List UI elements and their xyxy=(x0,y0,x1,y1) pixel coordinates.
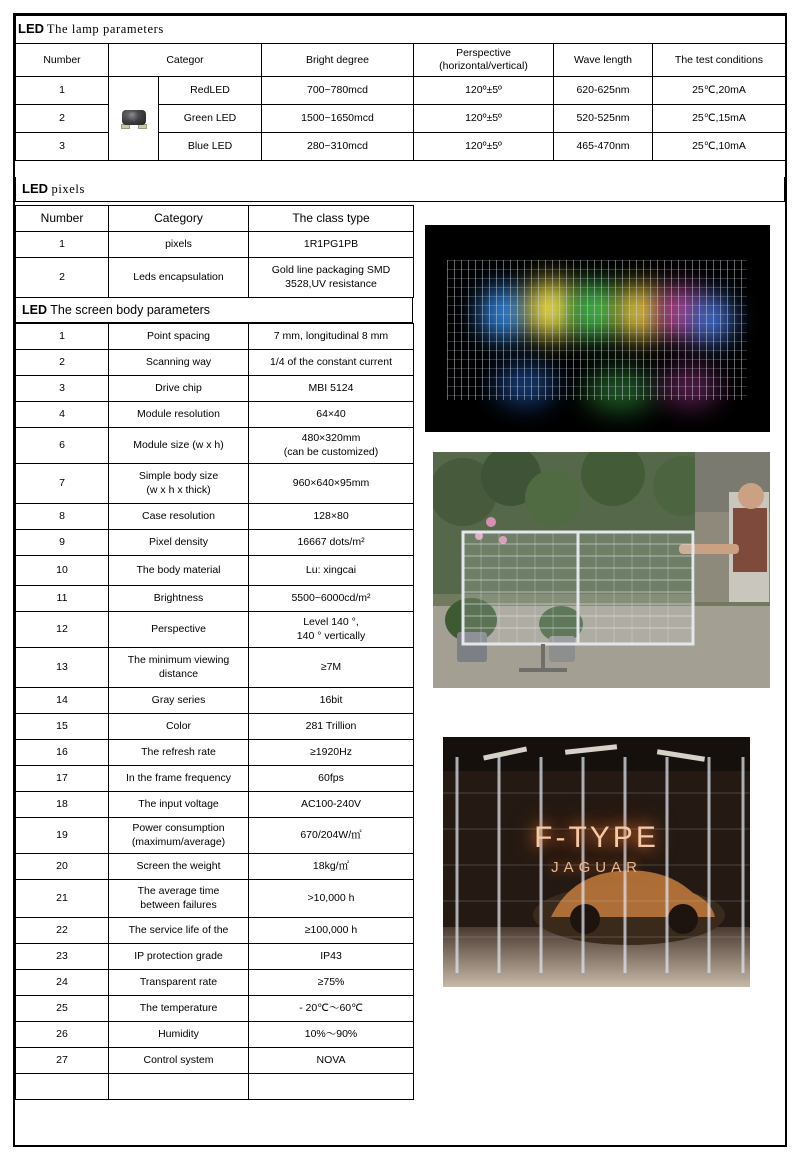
body-row-value: 960×640×95mm xyxy=(249,464,414,504)
lamp-row-category: RedLED xyxy=(159,77,262,105)
body-row-number: 1 xyxy=(16,324,109,350)
table-row xyxy=(16,880,414,918)
table-row xyxy=(16,918,414,944)
table-row xyxy=(16,818,414,854)
screen-section-prefix: LED xyxy=(22,303,47,317)
lamp-row-perspective: 120º±5º xyxy=(414,105,554,133)
lamp-section-prefix: LED xyxy=(18,21,44,37)
body-row-value: ≥75% xyxy=(249,970,414,996)
pixels-row-type-line1: Gold line packaging SMD xyxy=(271,264,391,277)
screen-section-title xyxy=(15,298,413,323)
body-row-number: 21 xyxy=(16,880,109,918)
table-row xyxy=(16,504,414,530)
body-row-value: 128×80 xyxy=(249,504,414,530)
table-row xyxy=(16,232,414,258)
header-number: Number xyxy=(16,44,109,77)
lamp-row-bright: 1500~1650mcd xyxy=(262,105,414,133)
body-row-number: 12 xyxy=(16,612,109,648)
body-row-name: The body material xyxy=(109,556,249,586)
body-row-value: 5500~6000cd/m² xyxy=(249,586,414,612)
body-row-name: Humidity xyxy=(109,1022,249,1048)
table-row xyxy=(16,612,414,648)
left-column xyxy=(15,205,413,1100)
body-row-name-line2: distance xyxy=(158,667,199,680)
header-perspective xyxy=(414,44,554,77)
body-row-name-line1: Simple body size xyxy=(138,470,219,483)
lamp-table-header xyxy=(16,44,786,77)
body-row-value: 16bit xyxy=(249,688,414,714)
pixels-section-header xyxy=(15,177,785,202)
table-row xyxy=(16,77,786,105)
panel-photo-illustration xyxy=(433,452,770,688)
body-row-name-line2: (maximum/average) xyxy=(131,835,226,848)
body-row-value: 60fps xyxy=(249,766,414,792)
body-row-name-line1: The average time xyxy=(137,885,220,898)
table-row xyxy=(16,714,414,740)
lamp-parameters-table xyxy=(15,15,786,161)
table-row xyxy=(16,1074,414,1100)
body-row-number: 6 xyxy=(16,428,109,464)
body-row-value: >10,000 h xyxy=(249,880,414,918)
lamp-row-perspective: 120º±5º xyxy=(414,77,554,105)
body-row-value: NOVA xyxy=(249,1048,414,1074)
body-row-name: The temperature xyxy=(109,996,249,1022)
lamp-row-wave: 520-525nm xyxy=(554,105,653,133)
body-row-name: In the frame frequency xyxy=(109,766,249,792)
pixels-row-category: Leds encapsulation xyxy=(109,258,249,298)
body-row-number: 24 xyxy=(16,970,109,996)
body-row-name: Module resolution xyxy=(109,402,249,428)
body-row-name: Scanning way xyxy=(109,350,249,376)
lamp-parameters-section xyxy=(15,15,785,161)
body-row-name: Transparent rate xyxy=(109,970,249,996)
lamp-section-label: The lamp parameters xyxy=(46,22,164,37)
header-test-conditions: The test conditions xyxy=(653,44,786,77)
body-row-name: Perspective xyxy=(109,612,249,648)
led-mesh-grid xyxy=(447,260,747,400)
lamp-row-category: Green LED xyxy=(159,105,262,133)
lamp-row-wave: 620-625nm xyxy=(554,77,653,105)
body-row-value: 7 mm, longitudinal 8 mm xyxy=(249,324,414,350)
body-row-value: ≥7M xyxy=(249,648,414,688)
lamp-row-bright: 280~310mcd xyxy=(262,133,414,161)
table-row xyxy=(16,766,414,792)
lamp-row-number: 2 xyxy=(16,105,109,133)
showroom-photo xyxy=(443,737,750,987)
led-display-photo xyxy=(425,225,770,432)
pixels-row-type: 1R1PG1PB xyxy=(249,232,414,258)
body-row-number: 23 xyxy=(16,944,109,970)
screen-section-label: The screen body parameters xyxy=(50,303,211,317)
body-row-number: 15 xyxy=(16,714,109,740)
table-row xyxy=(16,970,414,996)
body-row-number: 26 xyxy=(16,1022,109,1048)
lamp-row-number: 1 xyxy=(16,77,109,105)
body-row-value: 1/4 of the constant current xyxy=(249,350,414,376)
lamp-row-test: 25℃,10mA xyxy=(653,133,786,161)
body-row-name: Control system xyxy=(109,1048,249,1074)
lamp-row-category: Blue LED xyxy=(159,133,262,161)
body-row-value xyxy=(249,1074,414,1100)
screen-body-parameters-table xyxy=(15,323,414,1100)
table-row xyxy=(16,792,414,818)
body-row-value xyxy=(249,428,414,464)
showroom-headline: F-TYPE xyxy=(534,821,659,854)
body-row-name: Screen the weight xyxy=(109,854,249,880)
lamp-row-number: 3 xyxy=(16,133,109,161)
body-row-value: 10%～90% xyxy=(249,1022,414,1048)
body-row-name: Brightness xyxy=(109,586,249,612)
body-row-value-line1: Level 140 °, xyxy=(303,616,359,629)
header-class-type: The class type xyxy=(249,206,414,232)
table-row xyxy=(16,1048,414,1074)
body-row-name: The refresh rate xyxy=(109,740,249,766)
body-row-value: MBI 5124 xyxy=(249,376,414,402)
body-row-value: - 20℃～60℃ xyxy=(249,996,414,1022)
table-row xyxy=(16,648,414,688)
body-row-name-line2: between failures xyxy=(140,898,217,911)
body-row-number: 27 xyxy=(16,1048,109,1074)
table-row xyxy=(16,556,414,586)
body-row-name-line1: Power consumption xyxy=(132,822,225,835)
body-row-value-line2: 140 ° vertically xyxy=(296,629,366,642)
body-row-number: 13 xyxy=(16,648,109,688)
pixels-row-category: pixels xyxy=(109,232,249,258)
table-row xyxy=(16,1022,414,1048)
lamp-row-bright: 700~780mcd xyxy=(262,77,414,105)
body-row-name: Gray series xyxy=(109,688,249,714)
table-row xyxy=(16,944,414,970)
body-row-number: 3 xyxy=(16,376,109,402)
body-row-number: 17 xyxy=(16,766,109,792)
header-wave-length: Wave length xyxy=(554,44,653,77)
lamp-row-perspective: 120º±5º xyxy=(414,133,554,161)
header-number: Number xyxy=(16,206,109,232)
body-row-number: 11 xyxy=(16,586,109,612)
body-row-name xyxy=(109,1074,249,1100)
body-row-name: Point spacing xyxy=(109,324,249,350)
header-bright-degree: Bright degree xyxy=(262,44,414,77)
body-row-number: 8 xyxy=(16,504,109,530)
body-row-number: 18 xyxy=(16,792,109,818)
header-category: Categor xyxy=(109,44,262,77)
table-row xyxy=(16,428,414,464)
table-row xyxy=(16,854,414,880)
body-row-name xyxy=(109,818,249,854)
showroom-subline: JAGUAR xyxy=(551,859,642,876)
body-row-name: Pixel density xyxy=(109,530,249,556)
table-row xyxy=(16,258,414,298)
table-row xyxy=(16,350,414,376)
body-row-number: 20 xyxy=(16,854,109,880)
body-row-number: 4 xyxy=(16,402,109,428)
pixels-table xyxy=(15,205,414,298)
body-row-value-line1: 480×320mm xyxy=(301,432,361,445)
body-row-number: 16 xyxy=(16,740,109,766)
body-row-value: 281 Trillion xyxy=(249,714,414,740)
lamp-section-title-row xyxy=(16,16,786,44)
table-row xyxy=(16,464,414,504)
body-row-value: 64×40 xyxy=(249,402,414,428)
lamp-row-test: 25℃,15mA xyxy=(653,105,786,133)
body-row-name: The service life of the xyxy=(109,918,249,944)
body-row-value: AC100-240V xyxy=(249,792,414,818)
body-row-number: 7 xyxy=(16,464,109,504)
body-row-name: IP protection grade xyxy=(109,944,249,970)
pixels-row-number: 2 xyxy=(16,258,109,298)
table-row xyxy=(16,688,414,714)
pixels-table-header xyxy=(16,206,414,232)
body-row-number: 10 xyxy=(16,556,109,586)
lamp-row-wave: 465-470nm xyxy=(554,133,653,161)
pixels-row-type-line2: 3528,UV resistance xyxy=(285,277,377,290)
body-row-number: 14 xyxy=(16,688,109,714)
body-row-number: 19 xyxy=(16,818,109,854)
table-row xyxy=(16,376,414,402)
header-perspective-line2: (horizontal/vertical) xyxy=(439,60,528,73)
body-row-name xyxy=(109,648,249,688)
pixels-section-label: pixels xyxy=(51,182,85,196)
body-row-name: Case resolution xyxy=(109,504,249,530)
body-row-name xyxy=(109,464,249,504)
table-row xyxy=(16,996,414,1022)
table-row xyxy=(16,740,414,766)
body-row-number xyxy=(16,1074,109,1100)
body-row-value: ≥100,000 h xyxy=(249,918,414,944)
body-row-name xyxy=(109,880,249,918)
body-row-value: ≥1920Hz xyxy=(249,740,414,766)
table-row xyxy=(16,586,414,612)
lamp-row-test: 25℃,20mA xyxy=(653,77,786,105)
led-component-photo xyxy=(109,77,159,161)
body-row-name: Drive chip xyxy=(109,376,249,402)
pixels-row-type xyxy=(249,258,414,298)
body-row-value: IP43 xyxy=(249,944,414,970)
body-row-name-line2: (w x h x thick) xyxy=(146,483,211,496)
body-row-number: 25 xyxy=(16,996,109,1022)
table-row xyxy=(16,324,414,350)
header-perspective-line1: Perspective xyxy=(456,47,511,59)
body-row-value: 18kg/㎡ xyxy=(249,854,414,880)
led-panel-photo xyxy=(433,452,770,688)
body-row-number: 2 xyxy=(16,350,109,376)
body-row-name: The input voltage xyxy=(109,792,249,818)
lamp-section-title xyxy=(16,16,786,44)
body-row-value: Lu: xingcai xyxy=(249,556,414,586)
body-row-value: 670/204W/㎡ xyxy=(249,818,414,854)
body-row-value: 16667 dots/m² xyxy=(249,530,414,556)
body-row-name-line1: The minimum viewing xyxy=(127,654,230,667)
smd-led-icon xyxy=(119,108,149,130)
body-row-name: Module size (w x h) xyxy=(109,428,249,464)
body-row-number: 22 xyxy=(16,918,109,944)
pixels-row-number: 1 xyxy=(16,232,109,258)
body-row-value-line2: (can be customized) xyxy=(283,445,379,458)
body-row-number: 9 xyxy=(16,530,109,556)
table-row xyxy=(16,402,414,428)
table-row xyxy=(16,530,414,556)
header-category: Category xyxy=(109,206,249,232)
body-row-value xyxy=(249,612,414,648)
pixels-section-prefix: LED xyxy=(22,181,48,196)
body-row-name: Color xyxy=(109,714,249,740)
pixels-section-title xyxy=(16,177,784,201)
